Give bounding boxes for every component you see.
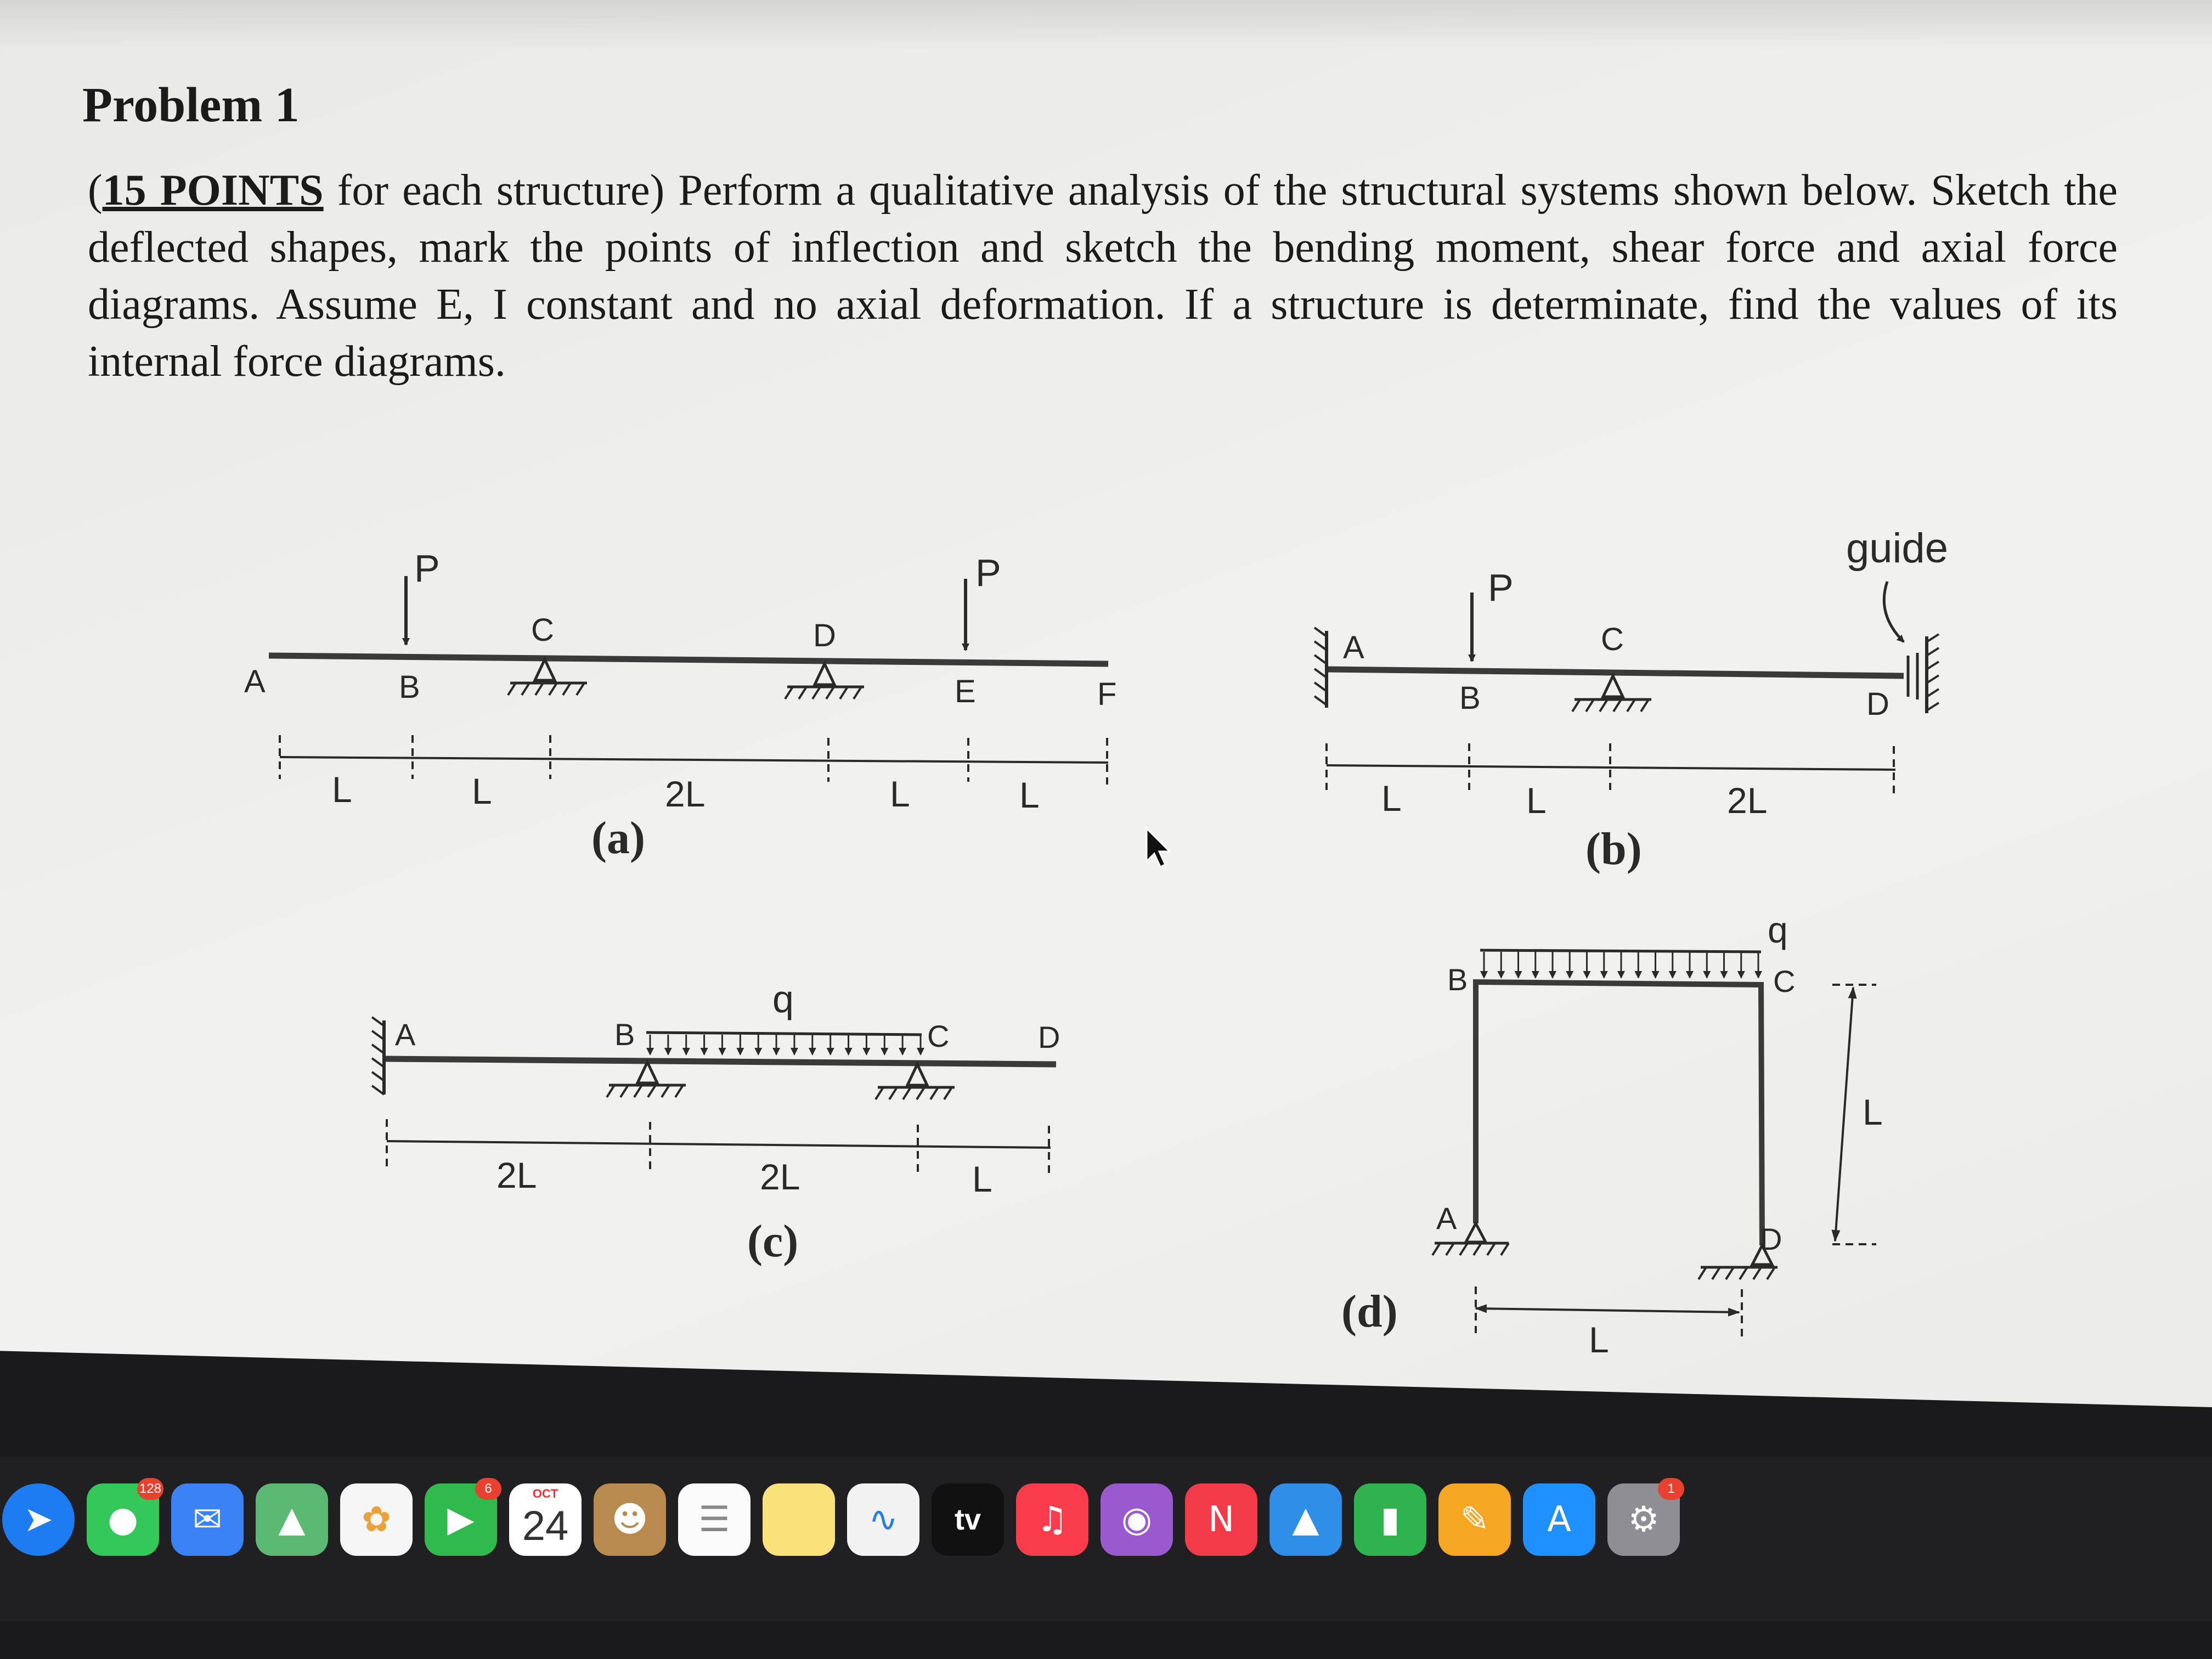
figure-d: [1341, 910, 1883, 1360]
frame-d: [1476, 982, 1762, 1245]
figure-b: [1314, 525, 1948, 874]
calendar-month: OCT: [532, 1487, 558, 1500]
node-a: A: [1436, 1201, 1457, 1235]
dimension-line-b: [1327, 743, 1895, 794]
podcasts-icon[interactable]: ◉: [1101, 1483, 1173, 1556]
tv-label: tv: [954, 1503, 981, 1536]
node-b: B: [614, 1017, 635, 1052]
pin-support-b: [607, 1062, 686, 1097]
dim-a-5: L: [1019, 775, 1040, 815]
messages-badge: 128: [137, 1478, 163, 1500]
reminders-icon[interactable]: ☰: [678, 1483, 751, 1556]
node-c: C: [531, 612, 554, 648]
maps-icon[interactable]: ▲: [256, 1483, 328, 1556]
node-b: B: [399, 669, 420, 705]
mail-icon[interactable]: ✉: [171, 1483, 244, 1556]
node-a: A: [395, 1017, 416, 1052]
guide-label: guide: [1846, 525, 1948, 572]
node-b: B: [1447, 962, 1468, 997]
facetime-badge: 6: [475, 1478, 501, 1500]
beam-a: [269, 656, 1108, 664]
facetime-icon[interactable]: ▶ 6: [425, 1483, 497, 1556]
node-d: D: [1866, 686, 1889, 722]
safari-icon[interactable]: ➤: [2, 1483, 75, 1556]
app-store-icon[interactable]: A: [1523, 1483, 1595, 1556]
distributed-load-d: [1480, 950, 1761, 978]
dim-a-3: 2L: [665, 774, 706, 814]
dim-c-1: 2L: [496, 1155, 537, 1195]
caption-b: (b): [1585, 823, 1642, 874]
dock: [0, 1476, 1680, 1564]
dim-a-1: L: [332, 769, 352, 810]
load-q: q: [1768, 910, 1788, 950]
pin-support-c: [508, 659, 587, 695]
problem-body: for each structure) Perform a qualitative analysis of the structural systems shown below. Sketch the deflected shapes, mark the points of inflection and sketch the bending moment, shear force and axial force diagrams. Assume E, I constant and no axial deformation. If a structure is determinate, find the values of its internal force diagrams.: [88, 166, 2118, 386]
fixed-support-a: [1314, 628, 1327, 708]
node-e: E: [955, 674, 976, 709]
pin-support-c: [876, 1064, 955, 1099]
beam-b: [1327, 669, 1904, 676]
dim-d-vertical: L: [1863, 1092, 1883, 1132]
points-label: 15 POINTS: [102, 166, 324, 215]
node-c: C: [927, 1019, 950, 1053]
distributed-load-c: [646, 1032, 922, 1054]
mouse-cursor: [1147, 828, 1170, 867]
dim-c-2: 2L: [760, 1156, 800, 1197]
pages-icon[interactable]: ✎: [1438, 1483, 1511, 1556]
caption-d: (d): [1341, 1286, 1398, 1337]
beam-c: [384, 1059, 1056, 1064]
calendar-icon[interactable]: [509, 1483, 582, 1556]
pin-support-d: [785, 664, 864, 699]
load-p-b: P: [414, 547, 440, 590]
messages-icon[interactable]: ● 128: [87, 1483, 159, 1556]
guide-support-d: [1908, 634, 1939, 713]
figure-a: [244, 547, 1116, 864]
tv-icon[interactable]: [932, 1483, 1004, 1556]
load-q: q: [772, 978, 794, 1020]
fixed-support-a: [372, 1017, 384, 1094]
load-p-e: P: [975, 551, 1001, 594]
figure-c: [372, 978, 1060, 1267]
open-paren: (: [88, 166, 103, 215]
settings-badge: 1: [1658, 1478, 1684, 1500]
guide-pointer: [1884, 582, 1904, 642]
caption-c: (c): [747, 1216, 799, 1267]
news-icon[interactable]: N: [1185, 1483, 1257, 1556]
node-d: D: [1760, 1222, 1782, 1256]
music-icon[interactable]: ♫: [1016, 1483, 1088, 1556]
dim-a-4: L: [890, 774, 910, 814]
dim-a-2: L: [472, 771, 492, 811]
dim-b-2: L: [1526, 780, 1547, 821]
pin-support-c: [1572, 676, 1651, 712]
problem-title: Problem 1: [82, 78, 300, 132]
numbers-icon[interactable]: ▮: [1354, 1483, 1426, 1556]
dim-b-3: 2L: [1727, 780, 1768, 821]
node-d: D: [813, 618, 836, 653]
dim-c-3: L: [972, 1159, 992, 1199]
node-c: C: [1601, 622, 1624, 657]
dim-b-1: L: [1381, 778, 1402, 819]
calendar-day: 24: [522, 1503, 569, 1549]
freeform-icon[interactable]: ∿: [847, 1483, 919, 1556]
dimension-line-c: [387, 1119, 1051, 1175]
load-p: P: [1488, 566, 1514, 609]
photos-icon[interactable]: ✿: [340, 1483, 413, 1556]
node-c: C: [1773, 964, 1796, 998]
dim-d-horizontal: L: [1589, 1319, 1609, 1360]
settings-icon[interactable]: ⚙ 1: [1607, 1483, 1680, 1556]
notes-icon[interactable]: [763, 1483, 835, 1556]
node-f: F: [1097, 676, 1117, 712]
node-b: B: [1459, 680, 1481, 716]
contacts-icon[interactable]: ☻: [594, 1483, 666, 1556]
node-a: A: [1343, 630, 1364, 665]
caption-a: (a): [591, 812, 645, 864]
keynote-icon[interactable]: ▲: [1269, 1483, 1342, 1556]
node-a: A: [244, 664, 266, 699]
node-d: D: [1038, 1020, 1060, 1054]
